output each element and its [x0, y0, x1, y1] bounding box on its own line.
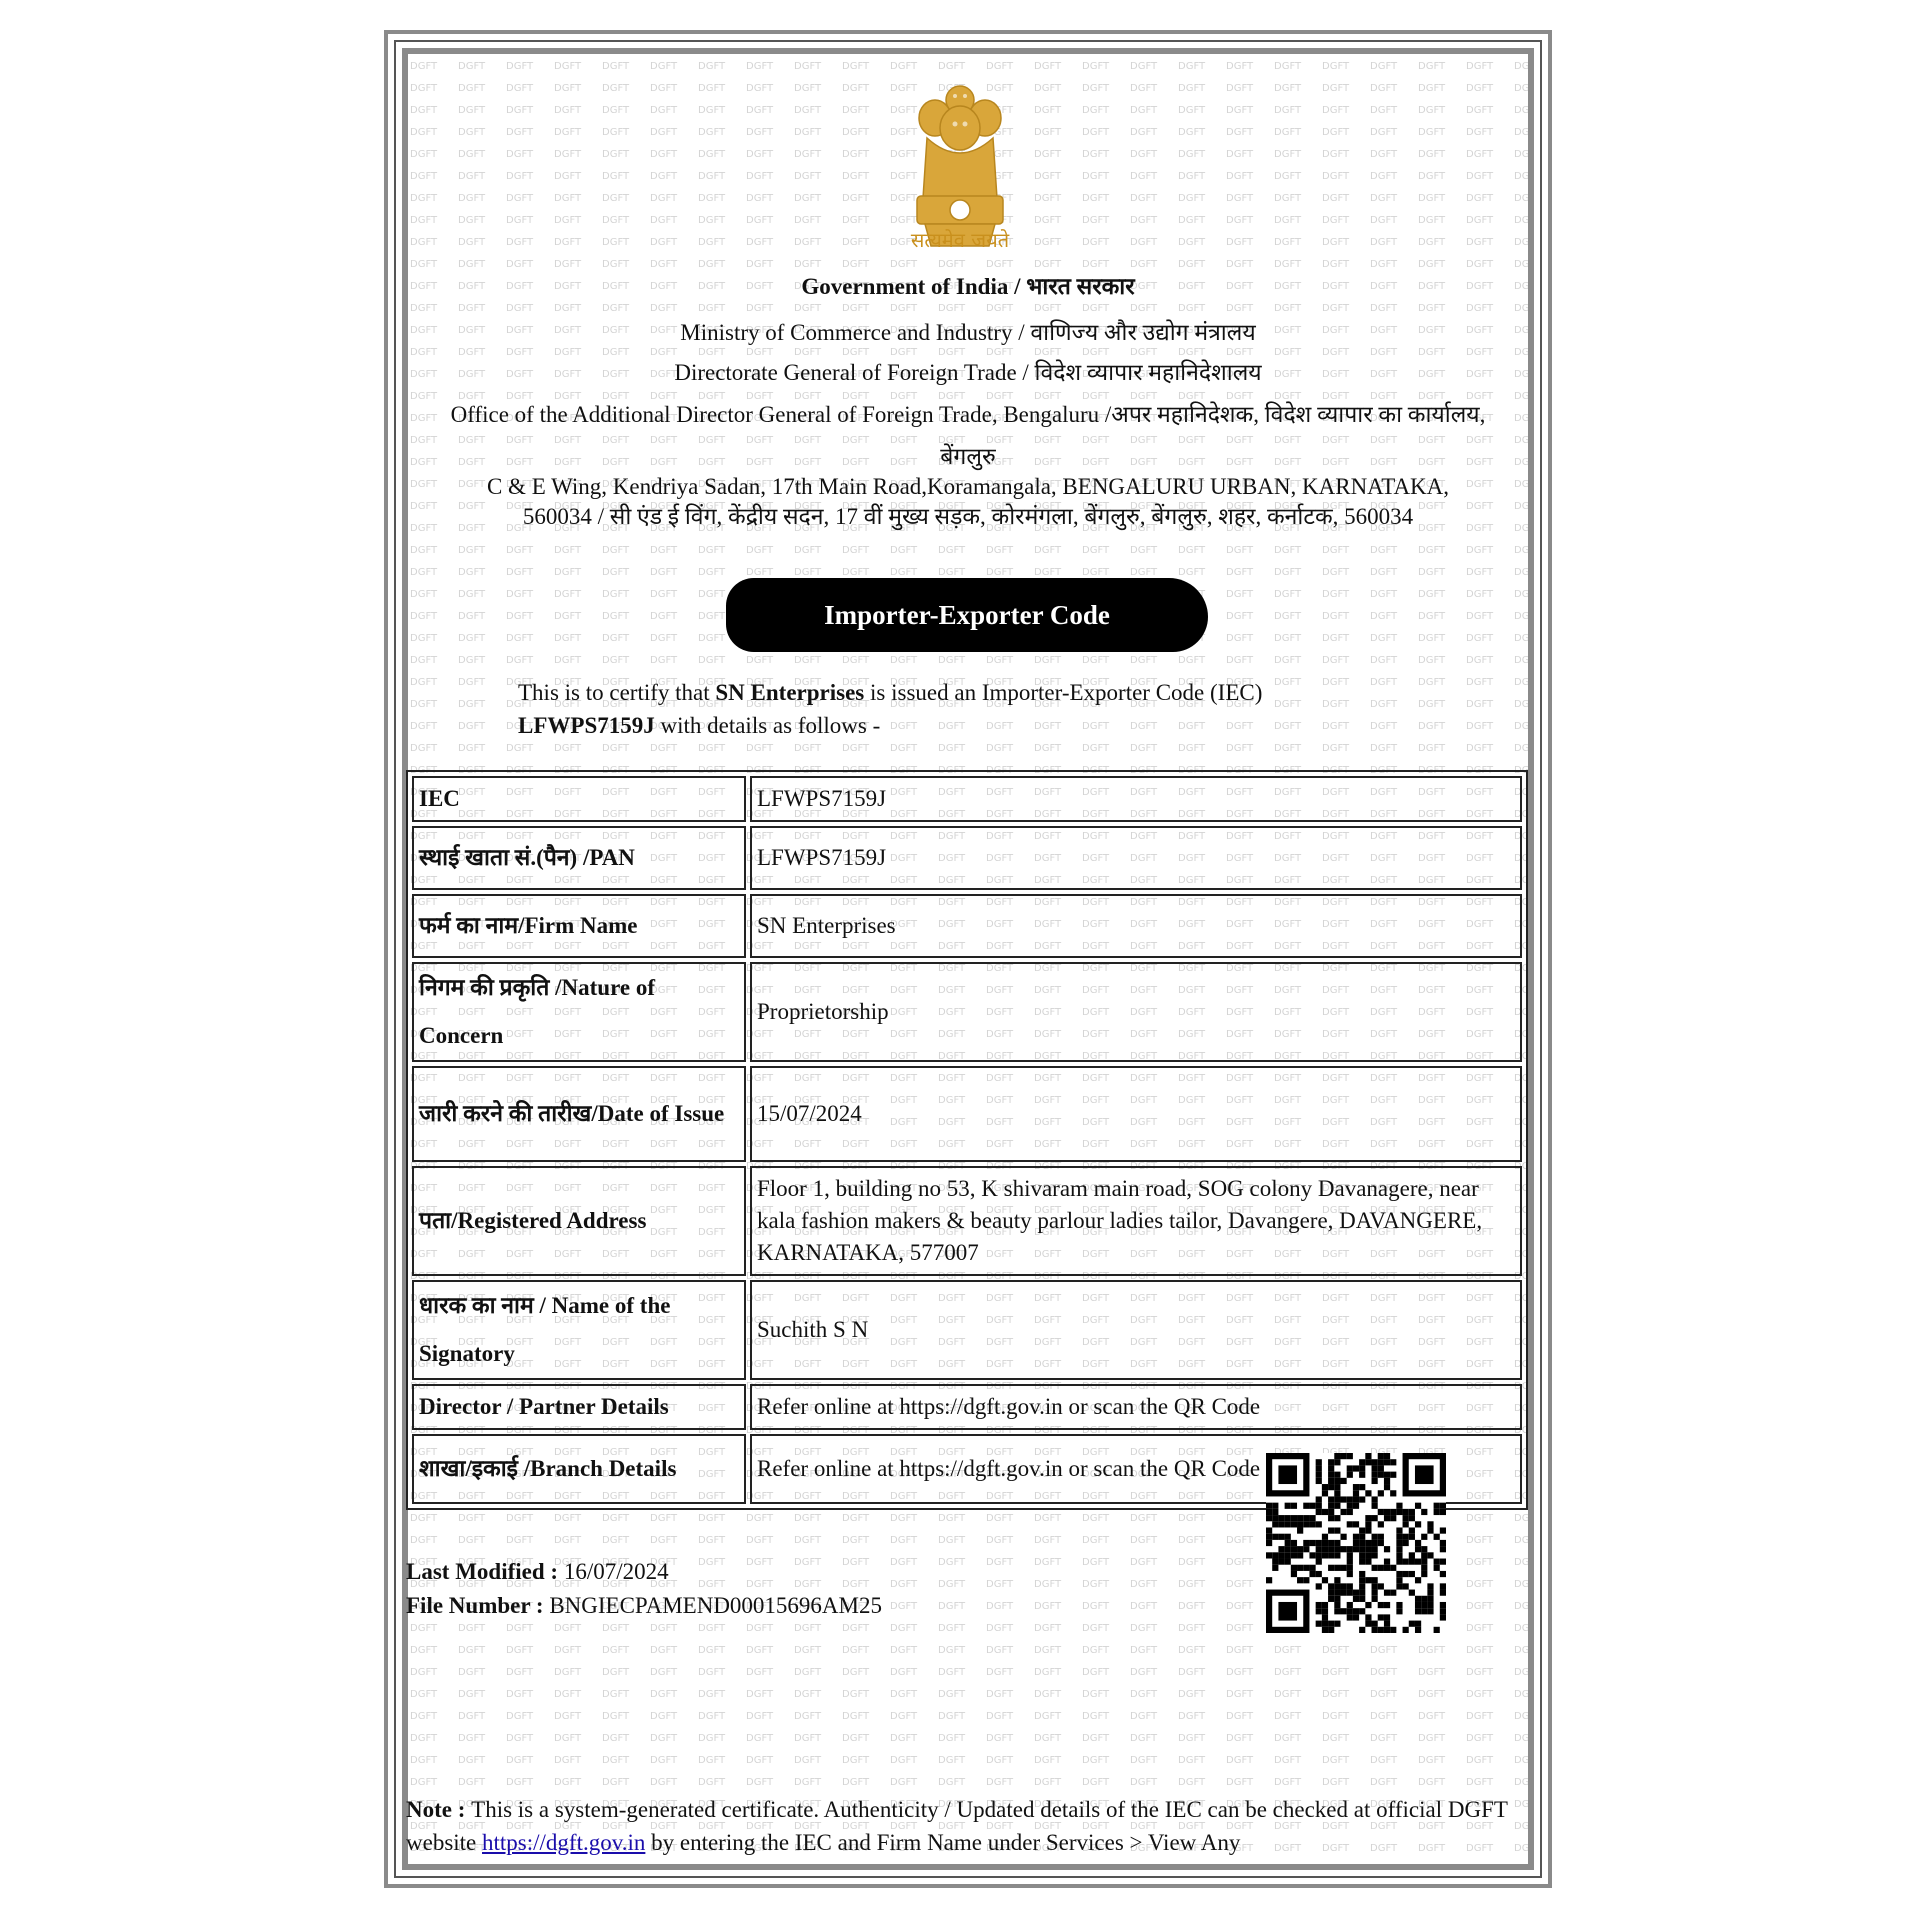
iec-details-table: [406, 770, 1528, 1510]
row-value-signatory: Suchith S N: [750, 1280, 1522, 1380]
row-label-pan: स्थाई खाता सं.(पैन) /PAN: [412, 826, 746, 890]
row-value-nature-of-concern: Proprietorship: [750, 962, 1522, 1062]
row-value-pan: LFWPS7159J: [750, 826, 1522, 890]
address-line-1: C & E Wing, Kendriya Sadan, 17th Main Road,Koramangala, BENGALURU URBAN, KARNATAKA,: [486, 474, 1450, 499]
certified-firm-name: SN Enterprises: [715, 680, 865, 705]
government-heading: Government of India / भारत सरकार: [801, 274, 1135, 299]
row-value-registered-address: Floor 1, building no 53, K shivaram main road, SOG colony Davanagere, near kala fashion makers & beauty parlour ladies tailor, Davangere, DAVANGERE, KARNATAKA, 577007: [750, 1166, 1522, 1276]
table-row: [412, 776, 1522, 822]
row-label-firm-name: फर्म का नाम/Firm Name: [412, 894, 746, 958]
last-modified: Last Modified : 16/07/2024: [406, 1559, 669, 1584]
table-row: [412, 1166, 1522, 1276]
row-value-iec: LFWPS7159J: [750, 776, 1522, 822]
directorate-line: Directorate General of Foreign Trade / विदेश व्यापार महानिदेशालय: [674, 360, 1262, 385]
table-row: [412, 962, 1522, 1062]
table-row: [412, 826, 1522, 890]
row-label-director-details: Director / Partner Details: [412, 1384, 746, 1430]
row-value-date-of-issue: 15/07/2024: [750, 1066, 1522, 1162]
row-value-director-details: Refer online at https://dgft.gov.in or scan the QR Code: [750, 1384, 1522, 1430]
certification-statement: This is to certify that SN Enterprises is issued an Importer-Exporter Code (IEC) LFWPS7159J with details as follows -: [518, 680, 1263, 738]
row-label-iec: IEC: [412, 776, 746, 822]
ministry-line: Ministry of Commerce and Industry / वाणिज्य और उद्योग मंत्रालय: [680, 320, 1256, 345]
address-line-2: 560034 / सी एंड ई विंग, केंद्रीय सदन, 17 वीं मुख्य सड़क, कोरमंगला, बेंगलुरु, बेंगलुरु, शहर, कर्नाटक, 560034: [522, 504, 1414, 529]
office-line-2: बेंगलुरु: [940, 444, 996, 469]
certificate-metadata: [406, 1555, 882, 1623]
footer-note: Note : This is a system-generated certificate. Authenticity / Updated details of the IEC can be checked at official DGFT website https://dgft.gov.in by entering the IEC and Firm Name under Services > View Any: [406, 1797, 1508, 1855]
row-label-branch-details: शाखा/इकाई /Branch Details: [412, 1434, 746, 1504]
office-line-1: Office of the Additional Director General of Foreign Trade, Bengaluru /अपर महानिदेशक, विदेश व्यापार का कार्यालय,: [450, 402, 1486, 427]
dgft-website-link[interactable]: https://dgft.gov.in: [482, 1830, 646, 1855]
qr-code-icon[interactable]: [1266, 1453, 1446, 1633]
row-label-registered-address: पता/Registered Address: [412, 1166, 746, 1276]
table-row: [412, 1384, 1522, 1430]
row-value-branch-details: Refer online at https://dgft.gov.in or scan the QR Code: [750, 1434, 1522, 1504]
row-label-nature-of-concern: निगम की प्रकृति /Nature of Concern: [412, 962, 746, 1062]
table-row: [412, 894, 1522, 958]
document-title-pill: Importer-Exporter Code: [726, 578, 1208, 652]
national-motto: सत्यमेव जयते: [910, 228, 1010, 252]
row-label-signatory: धारक का नाम / Name of the Signatory: [412, 1280, 746, 1380]
table-row: [412, 1280, 1522, 1380]
file-number: File Number : BNGIECPAMEND00015696AM25: [406, 1593, 882, 1618]
table-row: [412, 1066, 1522, 1162]
certified-iec: LFWPS7159J: [518, 713, 655, 738]
row-value-firm-name: SN Enterprises: [750, 894, 1522, 958]
row-label-date-of-issue: जारी करने की तारीख/Date of Issue: [412, 1066, 746, 1162]
